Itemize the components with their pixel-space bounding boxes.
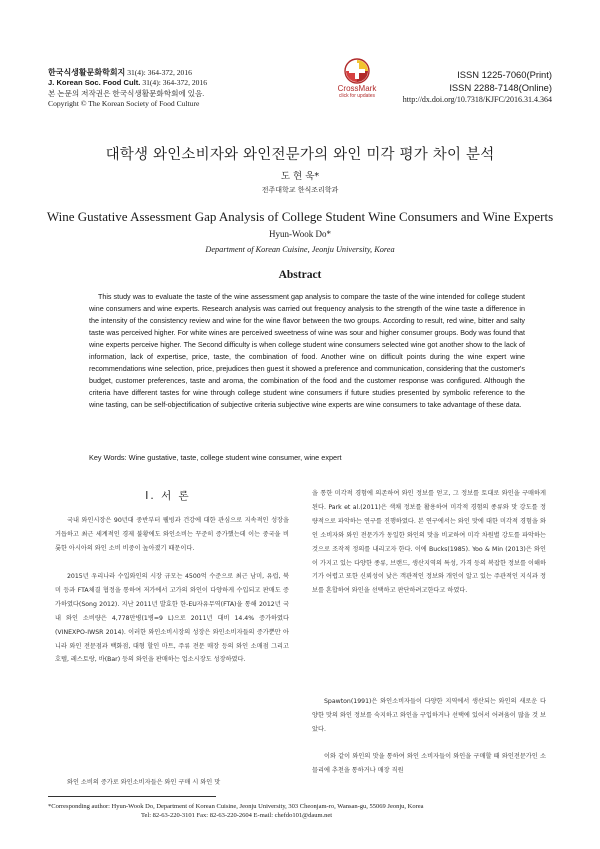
crossmark-badge[interactable] (328, 58, 386, 99)
body-right-paragraph-3: 이와 같이 와인의 맛을 통하여 와인 소비자들이 와인을 구매할 때 와인전문가인 소믈리에 추천을 통하거나 매장 직원 (312, 753, 546, 774)
crossmark-icon (344, 58, 370, 84)
footnote-contact: Tel: 82-63-220-3101 Fax: 82-63-220-2604 E-mail: chefdo101@daum.net (141, 812, 333, 820)
body-left-paragraph-1: 국내 와인시장은 90년대 중반부터 웰빙과 건강에 대한 관심으로 지속적인 성장을 거듭하고 최근 세계적인 경제 불황에도 와인소비는 꾸준히 증가했는데 이는 중국을 비롯한 아시아의 와인 소비 비중이 높아졌기 때문이다. (55, 517, 289, 552)
department-english: Department of Korean Cuisine, Jeonju University, Korea (205, 245, 395, 254)
journal-volume-kr: 31(4): 364-372, 2016 (127, 68, 192, 77)
body-right-paragraph-1: 을 통한 미각적 경험에 의존하여 와인 정보를 얻고, 그 정보를 토대로 와인을 구매하게 된다. Park et al.(2011)은 색채 정보를 활용하여 미각적 경험의 종류와 맛 강도를 정량적으로 파악하는 연구를 진행하였다. 본 연구에서는 와인 맛에 대한 미각적 경험을 와인 소비자와 와인 전문가가 동일한 와인의 맛을 비교하여 미각 차원별 강도를 파악하는 것으로 조작적 정의를 내리고자 한다. 이에 Bucks(1985). Yoo & Min (2013)은 와인이 가지고 있는 다양한 종류, 브랜드, 생산지역의 특성, 가격 등의 복잡한 정보를 이해하기가 어렵고 또한 신뢰성이 낮은 객관적인 정보와 개인이 알고 있는 주관적인 지식과 정보를 혼합하여 와인을 선택하고 판단하려고한다고 하였다. (312, 490, 546, 595)
abstract-paragraph: This study was to evaluate the taste of the wine assessment gap analysis to compare the taste of the wine intended for college student wine consumers and wine experts. Research analysis was carried out frequency analysis to the strength of the wine taste a difference in the intensity of the consistency review and wine for the wine flavor between the two groups. According to result, red wine, bitter and salty taste was perceived higher. For white wines are perceived sweetness of wine was sour and higher consumer groups. Body was found that wine experts perceive higher. The Second difficulty is when college student wine consumers selected wine got another show to the lack of information, lack of expertise, price, taste, the combination of food. Another wine on difficult points during the wine expert wine recommendations wine selection, price, prejudices then guest it showed a preference and communication, considering that the customer's budget, customer preferences, taste and aroma, the combination of the food and the customer response was configured. Although the criteria have different tastes for wine through college student wine consumers if future studies presented by symbolic reference to the wine tasting, can be self-objectification of subjective criteria subjective wine experts are wine consumers to take advantage of these data. (89, 293, 525, 410)
abstract-heading: Abstract (278, 269, 322, 281)
abstract-body (89, 291, 525, 411)
section-heading-introduction: I. 서 론 (145, 490, 191, 502)
copyright-kr: 본 논문의 저작권은 한국식생활문화학회에 있음. (48, 88, 205, 98)
journal-volume-en: 31(4): 364-372, 2016 (142, 78, 208, 88)
issn-online: ISSN 2288-7148(Online) (449, 82, 552, 93)
journal-name-kr: 한국식생활문화학회지 (48, 68, 126, 77)
footnote (48, 802, 558, 821)
title-korean: 대학생 와인소비자와 와인전문가의 와인 미각 평가 차이 분석 (105, 147, 495, 163)
journal-header (48, 68, 207, 110)
body-left-paragraph-3: 와인 소비의 증가로 와인소비자들은 와인 구매 시 와인 맛 (67, 779, 221, 786)
body-right-paragraph-2: Spawton(1991)은 와인소비자들이 다양한 지역에서 생산되는 와인의 새로운 다양한 맛의 와인 정보를 숙지하고 와인을 구입하거나 선택에 있어서 어려움이 많을 것 보았다. (312, 698, 546, 733)
footnote-divider (48, 796, 216, 797)
crossmark-sublabel: click for updates (338, 93, 376, 99)
keywords: Key Words: Wine gustative, taste, college student wine consumer, wine expert (89, 453, 342, 462)
author-korean: 도 현 욱* (280, 171, 320, 182)
journal-name-en: J. Korean Soc. Food Cult. (48, 78, 141, 88)
body-left-paragraph-2: 2015년 우리나라 수입와인의 시장 규모는 4500억 수준으로 최근 남미, 유럽, 북미 등과 FTA체결 협정을 통하여 저가에서 고가의 와인이 다양하게 수입되고 판매도 증가하였다(Song 2012). 지난 2011년 발효한 한-EU자유무역(FTA)을 통해 2012년 국내 와인 소비량은 4,778만병(1병=9 L)으로 2011년 대비 14.4% 증가하였다(VINEXPO-IWSR 2014). 이러한 와인소비시장의 성장은 와인소비자들의 증가뿐만 아니라 와인 전문점과 백화점, 대형 할인 마트, 주류 전문 매장 등의 와인 소매점 그리고 호텔, 레스토랑, 바(Bar) 등의 와인을 판매하는 업소시장도 성장하였다. (55, 573, 289, 664)
doi-link[interactable]: http://dx.doi.org/10.7318/KJFC/2016.31.4.364 (402, 95, 552, 104)
issn-print: ISSN 1225-7060(Print) (457, 69, 552, 80)
copyright-en: Copyright © The Korean Society of Food Culture (48, 99, 200, 109)
title-english: Wine Gustative Assessment Gap Analysis of College Student Wine Consumers and Wine Experts (46, 209, 554, 224)
author-english: Hyun-Wook Do* (268, 229, 332, 239)
footnote-corresponding-author: *Corresponding author: Hyun-Wook Do, Department of Korean Cuisine, Jeonju University, 303 Cheonjam-ro, Wansan-gu, 55069 Jeonju, Korea (48, 803, 424, 810)
affiliation-korean: 전주대학교 한식조리학과 (261, 186, 339, 194)
crossmark-label: CrossMark (337, 84, 377, 93)
issn-block (403, 68, 552, 105)
